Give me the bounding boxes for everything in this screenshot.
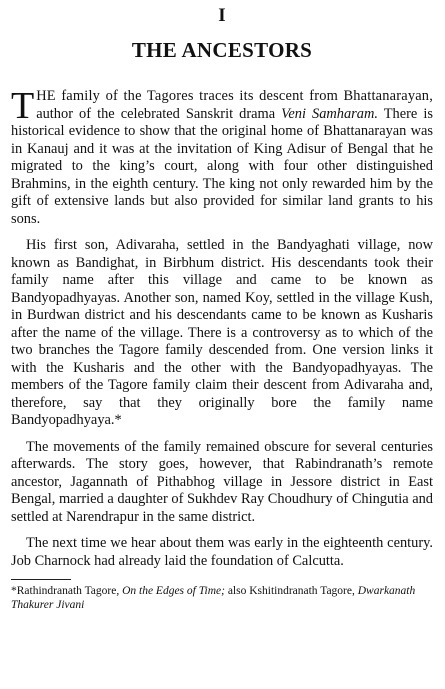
chapter-number: I [218,5,226,26]
paragraph-1 [11,85,433,228]
footnote-text-a: *Rathindranath Tagore, [11,585,123,597]
paragraph-4: The next time we hear about them was early in the eighteenth century. Job Charnock had already laid the foundation of Calcutta. [11,535,433,569]
chapter-title: THE ANCESTORS [131,38,313,62]
paragraph-3: The movements of the family remained obscure for several centuries afterwards. The story goes, however, that Rabindranath’s remote ancestor, Jagannath of Pithabhog village in Jessore district in East Bengal, married a daughter of Sukhdev Ray Choudhury of Chingutia and settled at Narendrapur in the same district. [11,438,433,525]
paragraph-2: His first son, Adivaraha, settled in the Bandyaghati village, now known as Bandighat, in Birbhum district. His descendants took their family name after this village and came to be known as Bandyopadhyayas. Another son, named Koy, settled in the village Kush, in Burdwan district and his descendants came to be known as Kusharis after the name of the village. There is a controversy as to which of the two branches the Tagore family descended from. One version links it with the Kusharis and the other with the Bandyopadhyayas. The members of the Tagore family claim their descent from Adivaraha and, therefore, say that they originally bore the family name Bandyopadhyaya.* [11,237,433,428]
paragraph-1-text-a: HE family of the Tagores traces its descent from Bhattanarayan, author of the celebrated Sanskrit drama [36,88,433,122]
paragraph-1-text-b: There is historical evidence to show that the original home of Bhattanarayan was in Kanauj and it was at the invitation of King Adisur of Bengal that he migrated to the king’s court, along with four other distinguished Brahmins, in the eighth century. The king not only rewarded him by the gift of extensive lands but also provided for similar land grants to his sons. [11,105,433,227]
footnote-title-b: Dwarkanath Thakurer Jivani [11,585,416,611]
drop-cap: T [11,85,35,127]
drama-title: Veni Samharam. [281,105,378,122]
body-text [11,85,433,570]
footnote-text-b: also Kshitindranath Tagore, [224,585,358,597]
footnote-rule [11,579,71,580]
footnote [11,584,433,612]
footnote-title-a: On the Edges of Time; [122,585,225,597]
